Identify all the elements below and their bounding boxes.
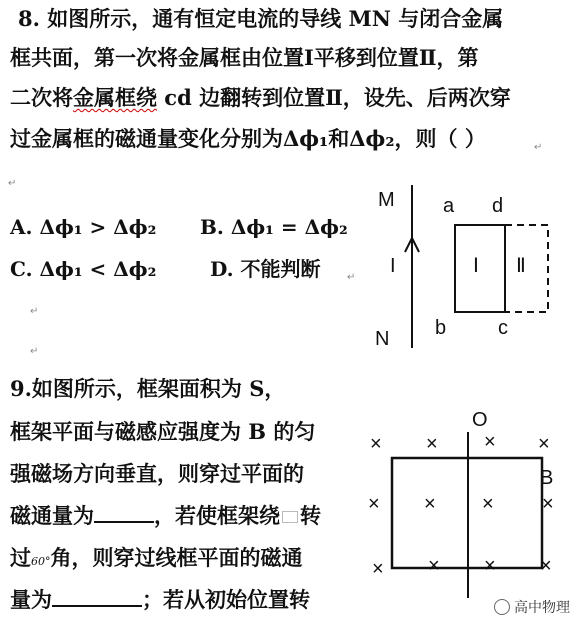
label-axis-o: O — [472, 409, 488, 431]
option-d: D. 不能判断 — [210, 257, 321, 281]
answer-blank-1 — [94, 503, 154, 523]
q9-line-1: 9.如图所示，框架面积为 S， — [10, 376, 286, 401]
option-b: B. Δϕ₁ = Δϕ₂ — [200, 215, 348, 239]
paragraph-mark: ↵ — [347, 272, 356, 283]
field-cross: × — [484, 555, 496, 577]
q9-line-5: 过60°角，则穿过线框平面的磁通 — [10, 545, 303, 570]
paragraph-mark: ↵ — [30, 346, 39, 357]
field-cross: × — [426, 433, 438, 455]
label-b: b — [435, 317, 447, 339]
label-pos-1: Ⅰ — [473, 255, 479, 277]
axis-placeholder — [282, 511, 298, 523]
q8-line-2: 框共面，第一次将金属框由位置Ⅰ平移到位置Ⅱ，第 — [10, 45, 479, 70]
frame-position-2 — [505, 225, 548, 312]
field-cross: × — [542, 493, 554, 515]
label-d: d — [492, 195, 504, 217]
wechat-icon — [494, 599, 510, 615]
q8-line-4: 过金属框的磁通量变化分别为Δϕ₁和Δϕ₂，则（ ） — [10, 126, 486, 151]
field-cross: × — [538, 433, 550, 455]
field-cross: × — [540, 555, 552, 577]
field-cross: × — [372, 558, 384, 580]
q9-figure — [360, 400, 570, 600]
answer-blank-2 — [52, 587, 142, 607]
q9-line-2: 框架平面与磁感应强度为 B 的匀 — [10, 419, 316, 444]
label-pos-2: Ⅱ — [516, 255, 526, 277]
watermark: 高中物理 — [490, 596, 574, 618]
field-cross: × — [368, 493, 380, 515]
label-n: N — [375, 328, 390, 350]
field-cross: × — [424, 493, 436, 515]
q9-line-4: 磁通量为 ，若使框架绕 转 — [10, 503, 321, 528]
label-c: c — [498, 317, 508, 339]
label-m: M — [378, 189, 395, 211]
paragraph-mark: ↵ — [30, 306, 39, 317]
option-c: C. Δϕ₁ < Δϕ₂ — [10, 257, 157, 281]
field-cross: × — [370, 433, 382, 455]
q8-line-3: 二次将金属框绕 cd 边翻转到位置Ⅱ，设先、后两次穿 — [10, 85, 511, 110]
paragraph-mark: ↵ — [8, 178, 17, 189]
paragraph-mark: ↵ — [534, 142, 543, 153]
q8-figure — [360, 180, 560, 355]
label-b-field: B — [540, 467, 554, 489]
label-current: I — [390, 255, 396, 277]
field-cross: × — [482, 493, 494, 515]
field-cross: × — [428, 555, 440, 577]
label-a: a — [443, 195, 455, 217]
q9-line-6: 量为 ；若从初始位置转 — [10, 587, 310, 612]
q8-line-1: 8. 如图所示，通有恒定电流的导线 MN 与闭合金属 — [18, 6, 504, 31]
frame-position-1 — [455, 225, 505, 312]
q9-line-3: 强磁场方向垂直，则穿过平面的 — [10, 461, 304, 486]
field-markers — [368, 431, 554, 580]
option-a: A. Δϕ₁ > Δϕ₂ — [10, 215, 157, 239]
field-cross: × — [484, 431, 496, 453]
